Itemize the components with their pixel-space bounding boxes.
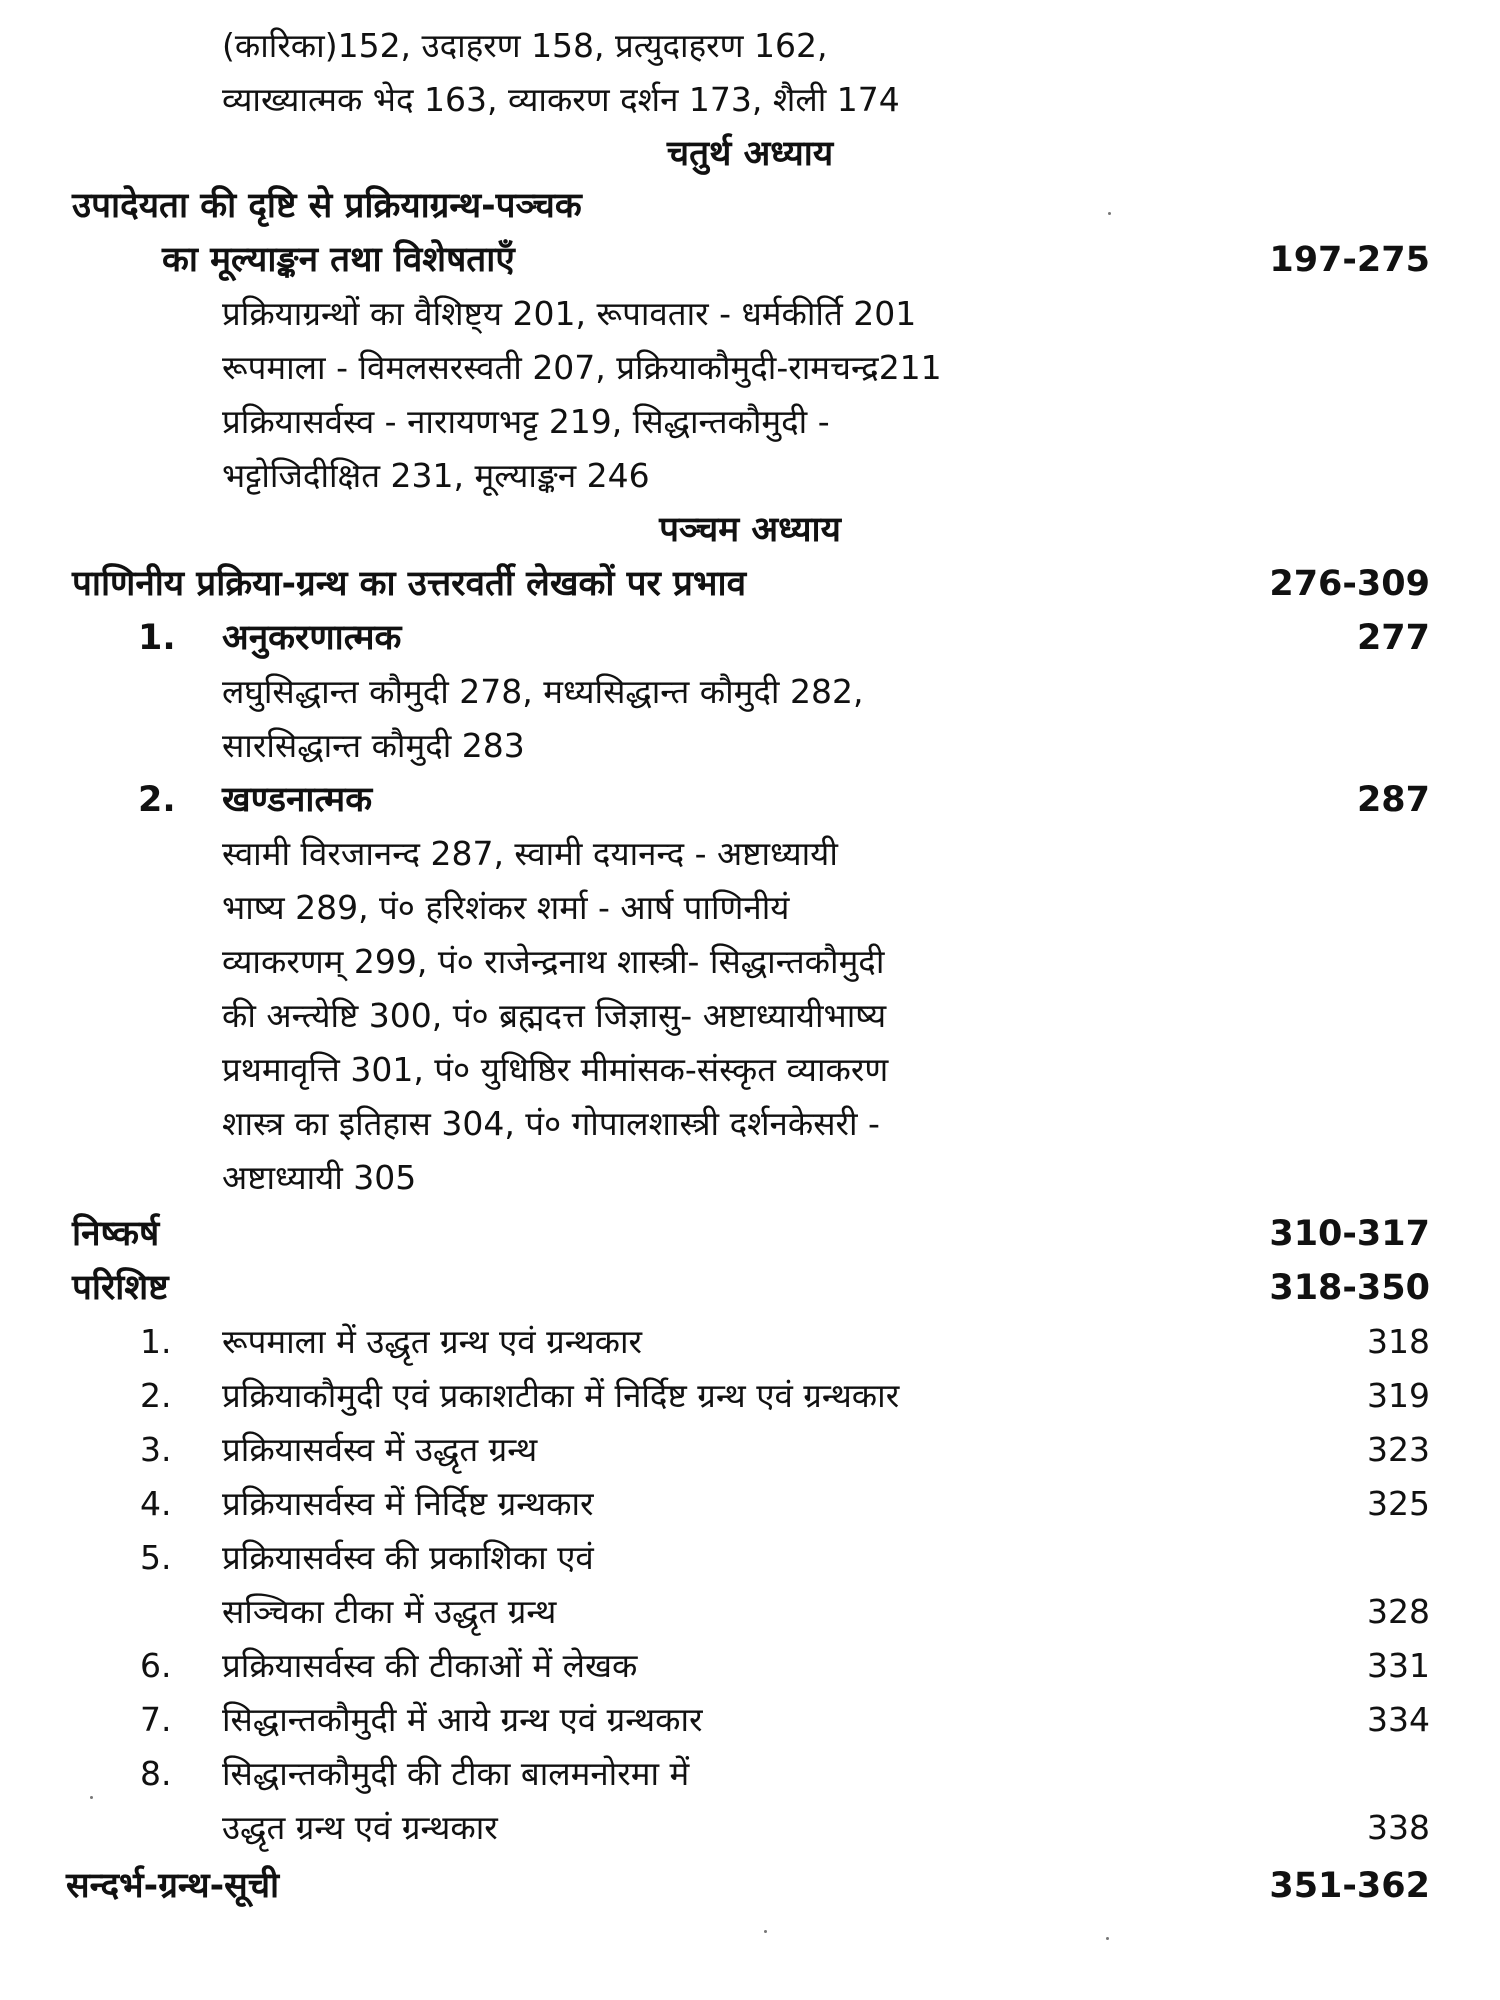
appendix-item-text: प्रक्रियासर्वस्व में निर्दिष्ट ग्रन्थकार: [222, 1484, 594, 1523]
chapter5-sub2-desc7: अष्टाध्यायी 305: [222, 1158, 417, 1197]
ch3-tail-line2: व्याख्यात्मक भेद 163, व्याकरण दर्शन 173, शैली 174: [222, 80, 900, 119]
chapter5-pages: 276-309: [1269, 564, 1430, 604]
appendix-item-num: 7.: [140, 1700, 172, 1739]
chapter4-desc1: प्रक्रियाग्रन्थों का वैशिष्ट्य 201, रूपावतार - धर्मकीर्ति 201: [222, 294, 917, 333]
appendix-item-text: प्रक्रियाकौमुदी एवं प्रकाशटीका में निर्दिष्ट ग्रन्थ एवं ग्रन्थकार: [222, 1376, 900, 1415]
appendix-item-num: 3.: [140, 1430, 172, 1469]
appendix-item-num: 5.: [140, 1538, 172, 1577]
appendix-item-page: 338: [1367, 1808, 1430, 1847]
appendix-item-num: 6.: [140, 1646, 172, 1685]
chapter5-sub1-num: 1.: [138, 618, 176, 658]
conclusion-pages: 310-317: [1269, 1214, 1430, 1254]
chapter4-pages: 197-275: [1269, 240, 1430, 280]
appendix-item-page: 334: [1367, 1700, 1430, 1739]
chapter4-desc2: रूपमाला - विमलसरस्वती 207, प्रक्रियाकौमुदी-रामचन्द्र211: [222, 348, 942, 387]
bibliography-title: सन्दर्भ-ग्रन्थ-सूची: [66, 1866, 280, 1906]
chapter5-sub2-page: 287: [1356, 780, 1430, 820]
appendix-item-text: रूपमाला में उद्धृत ग्रन्थ एवं ग्रन्थकार: [222, 1322, 643, 1361]
scan-speck: [1108, 212, 1111, 215]
ch3-tail-line1: (कारिका)152, उदाहरण 158, प्रत्युदाहरण 162,: [222, 26, 828, 65]
appendix-item-text: प्रक्रियासर्वस्व की प्रकाशिका एवं: [222, 1538, 594, 1577]
chapter4-desc4: भट्टोजिदीक्षित 231, मूल्याङ्कन 246: [222, 456, 650, 495]
chapter5-sub1-desc1: लघुसिद्धान्त कौमुदी 278, मध्यसिद्धान्त कौमुदी 282,: [222, 672, 864, 711]
chapter5-sub2-desc5: प्रथमावृत्ति 301, पं० युधिष्ठिर मीमांसक-संस्कृत व्याकरण: [222, 1050, 889, 1089]
scan-speck: [1106, 1937, 1109, 1940]
conclusion-title: निष्कर्ष: [72, 1214, 160, 1254]
appendix-item-num: 2.: [140, 1376, 172, 1415]
chapter5-sub2-title: खण्डनात्मक: [222, 780, 373, 820]
bibliography-pages: 351-362: [1269, 1866, 1430, 1906]
chapter5-title: पाणिनीय प्रक्रिया-ग्रन्थ का उत्तरवर्ती लेखकों पर प्रभाव: [72, 564, 747, 604]
appendix-item-text: प्रक्रियासर्वस्व की टीकाओं में लेखक: [222, 1646, 638, 1685]
appendix-item-page: 328: [1367, 1592, 1430, 1631]
chapter5-sub2-desc3: व्याकरणम् 299, पं० राजेन्द्रनाथ शास्त्री- सिद्धान्तकौमुदी: [222, 942, 885, 981]
appendix-item-text-cont: उद्धृत ग्रन्थ एवं ग्रन्थकार: [222, 1808, 498, 1847]
appendix-item-num: 8.: [140, 1754, 172, 1793]
appendix-title: परिशिष्ट: [72, 1268, 169, 1308]
appendix-item-text-cont: सञ्चिका टीका में उद्धृत ग्रन्थ: [222, 1592, 557, 1631]
scan-speck: [90, 1796, 93, 1799]
chapter5-sub2-desc1: स्वामी विरजानन्द 287, स्वामी दयानन्द - अष्टाध्यायी: [222, 834, 838, 873]
chapter5-sub1-desc2: सारसिद्धान्त कौमुदी 283: [222, 726, 525, 765]
chapter4-desc3: प्रक्रियासर्वस्व - नारायणभट्ट 219, सिद्धान्तकौमुदी -: [222, 402, 830, 441]
chapter5-sub2-desc6: शास्त्र का इतिहास 304, पं० गोपालशास्त्री दर्शनकेसरी -: [222, 1104, 880, 1143]
scan-speck: [764, 1930, 767, 1933]
appendix-item-page: 319: [1367, 1376, 1430, 1415]
chapter4-heading: चतुर्थ अध्याय: [666, 134, 834, 174]
appendix-item-page: 323: [1367, 1430, 1430, 1469]
appendix-item-num: 4.: [140, 1484, 172, 1523]
appendix-item-text: प्रक्रियासर्वस्व में उद्धृत ग्रन्थ: [222, 1430, 538, 1469]
chapter4-title-line2: का मूल्याङ्कन तथा विशेषताएँ: [162, 240, 515, 280]
appendix-item-text: सिद्धान्तकौमुदी में आये ग्रन्थ एवं ग्रन्थकार: [222, 1700, 703, 1739]
appendix-item-page: 318: [1367, 1322, 1430, 1361]
chapter5-sub1-title: अनुकरणात्मक: [222, 618, 402, 658]
chapter4-title-line1: उपादेयता की दृष्टि से प्रक्रियाग्रन्थ-पञ्चक: [72, 186, 582, 226]
chapter5-sub2-desc2: भाष्य 289, पं० हरिशंकर शर्मा - आर्ष पाणिनीयं: [222, 888, 790, 927]
appendix-item-page: 331: [1367, 1646, 1430, 1685]
appendix-item-num: 1.: [140, 1322, 172, 1361]
appendix-item-text: सिद्धान्तकौमुदी की टीका बालमनोरमा में: [222, 1754, 690, 1793]
appendix-pages: 318-350: [1269, 1268, 1430, 1308]
chapter5-sub2-desc4: की अन्त्येष्टि 300, पं० ब्रह्मदत्त जिज्ञासु- अष्टाध्यायीभाष्य: [222, 996, 887, 1035]
appendix-item-page: 325: [1367, 1484, 1430, 1523]
chapter5-sub1-page: 277: [1356, 618, 1430, 658]
chapter5-heading: पञ्चम अध्याय: [659, 510, 841, 550]
chapter5-sub2-num: 2.: [138, 780, 176, 820]
